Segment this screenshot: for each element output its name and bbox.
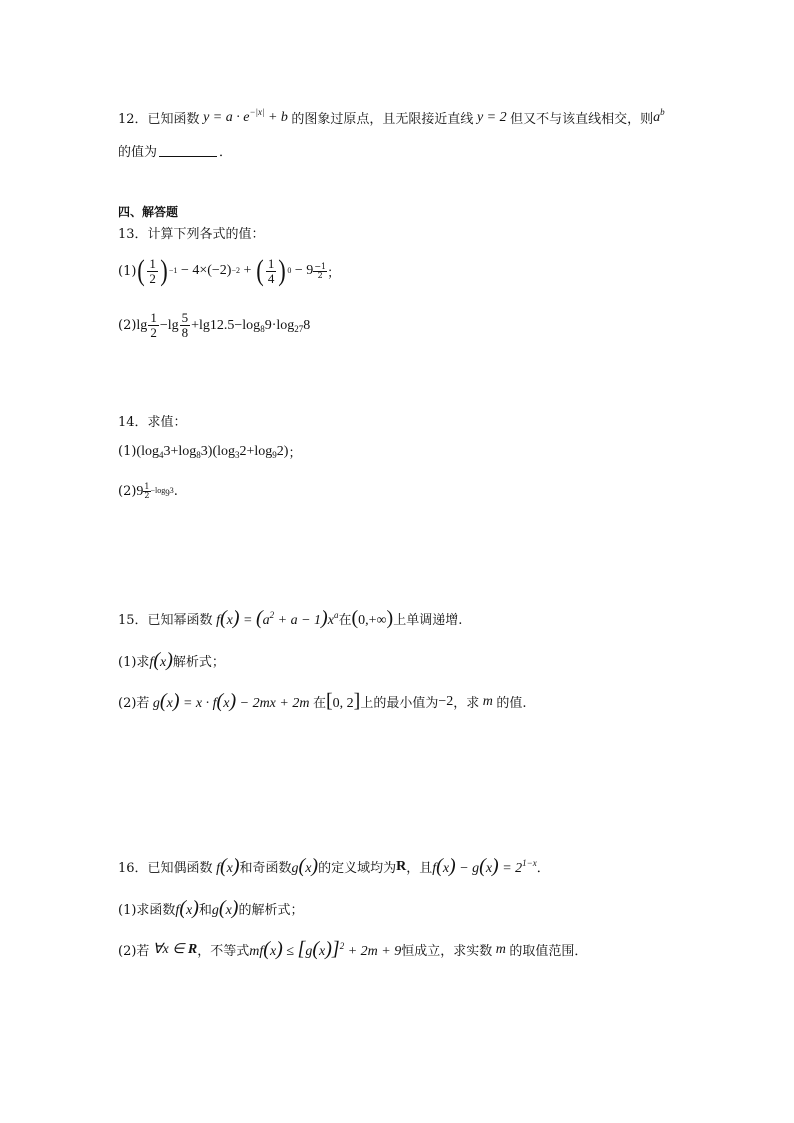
question-text: ． [536,861,550,876]
part-label: (1) [118,444,137,459]
part-label: (2) [118,484,137,499]
question-number: 12． [118,112,148,127]
math-expression: R [396,858,407,874]
question-text: 的值. [496,696,527,711]
question-text: 和奇函数 [239,861,292,876]
question-text: 上的最小值为 [360,696,439,711]
math-expression: f(x) [212,855,240,877]
q16-part2 [118,939,587,960]
math-expression: $mf(x) \le [g(x)]^2 + 2m + 9$ [249,938,402,960]
q14-title: 14．求值： [118,415,187,430]
part-label: (1) [118,263,137,279]
q15-line1 [118,608,462,629]
part-label: (1)求函数 [118,903,176,918]
math-expression: $a^b$ [653,106,665,125]
math-expression: $f(x) = (a^2 + a - 1)x^a$ [212,607,339,629]
math-expression: −2 [438,693,454,709]
math-expression: f(x) [149,649,173,671]
question-text: ，求 [453,696,480,711]
question-text: 但又不与该直线相交，则 [510,112,654,127]
question-text: 的值为 [118,145,158,160]
q12-line2 [118,141,232,160]
question-text: 在 [338,613,352,628]
question-text: 的取值范围． [509,944,588,959]
question-text: 已知函数 [147,112,200,127]
math-expression: m [479,693,497,709]
math-expression: g(x) = x · f(x) − 2mx + 2m [149,690,313,712]
part-label: (2)若 [118,696,150,711]
question-text: 上单调递增. [393,613,463,628]
q16-line1 [118,856,550,877]
math-expression: $f(x) - g(x) = 2^{1-x}$ [432,855,537,877]
question-text: 的解析式； [238,903,304,918]
q13-part2: (2) lg $\frac{1}{2}$ −lg $\frac{5}{8}$ $+\lg 12.5-\log_89\cdot\log_{27}8$ [118,310,311,340]
math-expression: m [492,941,510,957]
question-text: ，且 [406,861,433,876]
question-text: 解析式； [172,655,225,670]
math-expression: y = 2 [473,109,507,125]
math-expression: f(x) [175,897,199,919]
question-text: ，不等式 [197,944,250,959]
question-text: 恒成立，求实数 [401,944,493,959]
q14-part1: (1) $(\log_43+\log_83)(\log_32+\log_92)$ ； [118,443,302,461]
question-number: 16． [118,861,148,876]
question-text: 和 [198,903,212,918]
math-expression: g(x) [211,897,239,919]
answer-blank[interactable] [159,144,217,157]
q15-part1 [118,650,225,671]
question-number: 15． [118,613,148,628]
part-label: (1)求 [118,655,150,670]
question-text: 的图象过原点，且无限接近直线 [291,112,474,127]
q12-line1 [118,108,665,127]
math-expression: $y = a \cdot e^{-|x|} + b$ [199,106,292,125]
question-text: ． [219,145,233,160]
q13-part1: (1) ( $\frac{1}{2}$ ) −1 − 4×(−2) −2 + ( $\frac{1}{4}$ ) 0 − 9 −1 2 ； [118,254,341,287]
math-expression: ∀x ∈ R [149,942,198,957]
section-heading: 四、解答题 [118,205,179,219]
question-text: 的定义域均为 [318,861,397,876]
math-expression: (0,+∞) [351,607,394,629]
part-label: (2) [118,318,137,333]
q14-part2: (2) 9 1 2 $-\log_93$ . [118,482,178,500]
part-label: (2)若 [118,944,150,959]
math-expression: [0, 2] [325,690,361,712]
question-text: 在 [312,696,326,711]
question-text: 已知幂函数 [147,613,213,628]
q16-part1 [118,898,303,919]
question-text: 已知偶函数 [147,861,213,876]
q15-part2 [118,691,527,712]
math-expression: g(x) [291,855,319,877]
q13-title: 13．计算下列各式的值： [118,227,265,242]
